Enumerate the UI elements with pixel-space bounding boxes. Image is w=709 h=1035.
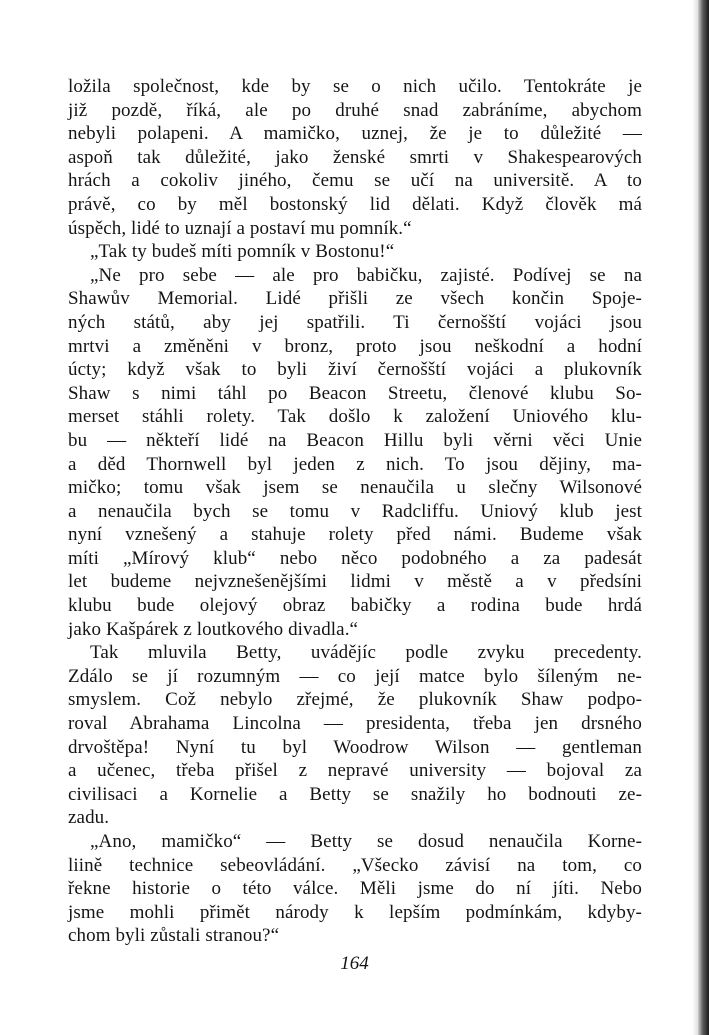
text-line: a děd Thornwell byl jeden z nich. To jsou dějiny, ma- — [68, 453, 642, 475]
text-line: úcty; když však to byli živí černošští vojáci a plukovník — [68, 359, 642, 381]
text-line: a nenaučila bych se tomu v Radcliffu. Uniový klub jest — [68, 500, 642, 522]
body-text — [68, 75, 642, 948]
text-line: „Tak ty budeš míti pomník v Bostonu!“ — [90, 241, 395, 263]
text-line: nyní vznešený a stahuje rolety před námi. Budeme však — [68, 524, 642, 546]
text-line: a učenec, třeba přišel z nepravé university — bojoval za — [68, 760, 642, 782]
text-line: ložila společnost, kde by se o nich učilo. Tentokráte je — [68, 76, 642, 97]
text-line: chom byli zůstali stranou?“ — [68, 925, 280, 947]
text-line: zadu. — [68, 807, 110, 829]
text-line: Shaw s nimi táhl po Beacon Streetu, členové klubu So- — [68, 382, 642, 404]
text-line: smyslem. Což nebylo zřejmé, že plukovník Shaw podpo- — [68, 689, 642, 711]
text-line: klubu bude olejový obraz babičky a rodina bude hrdá — [68, 595, 642, 617]
text-line: drvoštěpa! Nyní tu byl Woodrow Wilson — gentleman — [68, 736, 642, 758]
text-line: řekne historie o této válce. Měli jsme do ní jíti. Nebo — [68, 878, 642, 900]
text-line: mičko; tomu však jsem se nenaučila u slečny Wilsonové — [68, 477, 642, 499]
text-line: „Ano, mamičko“ — Betty se dosud nenaučila Korne- — [90, 831, 642, 852]
text-line: roval Abrahama Lincolna — presidenta, třeba jen drsného — [68, 713, 642, 735]
text-line: civilisaci a Kornelie a Betty se snažily ho bodnouti ze- — [68, 783, 642, 805]
text-line: Shawův Memorial. Lidé přišli ze všech končin Spoje- — [68, 288, 642, 310]
text-line: jako Kašpárek z loutkového divadla.“ — [68, 618, 359, 640]
text-line: aspoň tak důležité, jako ženské smrti v Shakespearových — [68, 146, 642, 168]
text-line: bu — někteří lidé na Beacon Hillu byli věrni věci Unie — [68, 429, 642, 451]
text-line: nebyli polapeni. A mamičko, uznej, že je to důležité — — [68, 123, 642, 145]
page-number: 164 — [340, 953, 369, 974]
text-line: let budeme nejvznešenějšími lidmi v městě a v předsíni — [68, 571, 642, 593]
text-line: mrtvi a změněni v bronz, proto jsou neškodní a hodní — [68, 335, 642, 357]
text-line: jsme mohli přimět národy k lepším podmínkám, kdyby- — [68, 901, 642, 923]
text-line: „Ne pro sebe — ale pro babičku, zajisté. Podívej se na — [90, 264, 642, 286]
text-line: úspěch, lidé to uznají a postaví mu pomník.“ — [68, 217, 412, 239]
text-line: hrách a cokoliv jiného, čemu se učí na universitě. A to — [68, 170, 642, 192]
text-line: liině technice sebeovládání. „Všecko závisí na tom, co — [68, 854, 642, 876]
text-line: Zdálo se jí rozumným — co její matce bylo šíleným ne- — [68, 665, 642, 687]
text-line: již pozdě, říká, ale po druhé snad zabráníme, abychom — [68, 99, 642, 121]
text-line: Tak mluvila Betty, uvádějíc podle zvyku precedenty. — [90, 642, 642, 664]
text-line: merset stáhli rolety. Tak došlo k založení Uniového klu- — [68, 406, 642, 428]
text-line: ných států, aby jej spatřili. Ti černošští vojáci jsou — [68, 311, 642, 333]
text-line: právě, co by měl bostonský lid dělati. Když člověk má — [68, 193, 642, 215]
text-line: míti „Mírový klub“ nebo něco podobného a za padesát — [68, 547, 642, 569]
binding-edge — [698, 0, 709, 1035]
